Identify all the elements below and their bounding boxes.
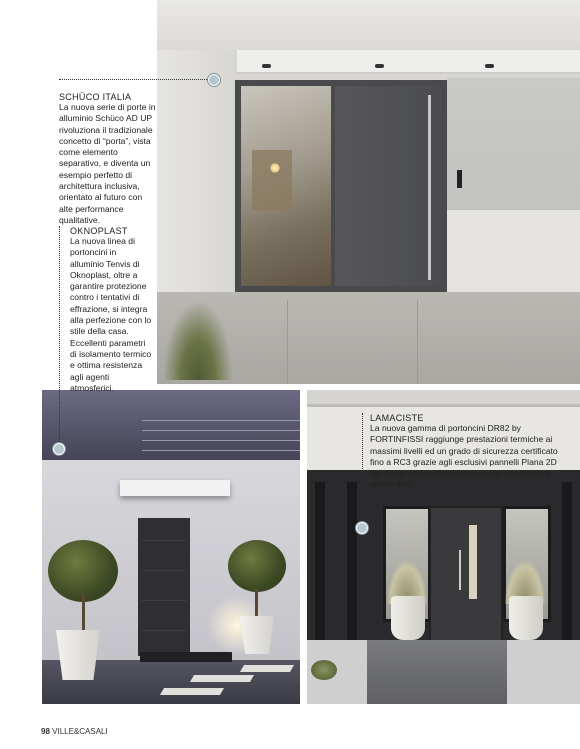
door-handle	[428, 95, 431, 280]
left-wall	[157, 50, 237, 300]
door-groove	[142, 540, 186, 541]
marker-dot-lamaciste	[356, 522, 368, 534]
glass-inlay	[469, 525, 477, 599]
tree-trunk	[82, 595, 85, 635]
magazine-name: VILLE&CASALI	[52, 727, 108, 736]
planter	[509, 596, 543, 640]
floor-joint	[287, 300, 288, 384]
shrub	[311, 660, 337, 680]
caption-title: SCHÜCO ITALIA	[59, 92, 132, 102]
marker-dot-schuco	[208, 74, 220, 86]
caption-title: LAMACISTE	[370, 413, 424, 423]
ceiling-light	[485, 64, 494, 68]
page-number: 98	[41, 727, 50, 736]
connector-line-oknoplast	[59, 226, 60, 444]
front-door	[429, 506, 503, 642]
garden-step	[160, 688, 224, 695]
balcony-rail	[142, 450, 300, 451]
roof-edge	[307, 390, 580, 407]
caption-oknoplast	[70, 226, 152, 394]
door-handle	[459, 550, 461, 590]
balcony-rail	[142, 420, 300, 421]
caption-body: La nuova linea di portoncini in alluminio Tenvis di Oknoplast, oltre a garantire protezione contro i tentativi di effrazione, si integra alla perfezione con lo stile della casa. Eccellenti parametri di isolamento termico e ottima resistenza agli agenti atmosferici.	[70, 236, 152, 393]
garden-step	[240, 665, 294, 672]
balcony-rail	[142, 430, 300, 431]
pivot-door	[335, 86, 441, 286]
interior-furniture	[252, 150, 292, 210]
planter	[391, 596, 425, 640]
ceiling-light	[262, 64, 271, 68]
interior-lamp	[270, 163, 280, 173]
connector-line-lamaciste	[362, 413, 363, 523]
tree-trunk	[255, 588, 258, 620]
door-groove	[142, 630, 186, 631]
right-wall-base	[447, 210, 580, 296]
potted-tree-canopy	[228, 540, 286, 592]
caption-lamaciste	[370, 413, 570, 491]
column	[562, 482, 572, 640]
door-groove	[142, 600, 186, 601]
marker-dot-oknoplast	[53, 443, 65, 455]
door-groove	[142, 570, 186, 571]
planter	[56, 630, 100, 680]
keypad	[457, 170, 462, 188]
ornamental-grass	[163, 300, 233, 380]
front-door	[138, 518, 190, 656]
photo-oknoplast-entrance	[42, 390, 300, 704]
potted-tree-canopy	[48, 540, 118, 602]
caption-title: OKNOPLAST	[70, 226, 128, 236]
column	[315, 482, 325, 640]
paved-path	[367, 640, 507, 704]
door-mat	[140, 652, 232, 662]
planter	[240, 616, 274, 654]
caption-body: La nuova serie di porte in alluminio Schüco AD UP rivoluziona il tradizionale concetto di “porta”, vista come elemento separativo, e diventa un esempio perfetto di architettura inclusiva, orientato al futuro con alte performance qualitative.	[59, 102, 156, 225]
ceiling-light	[375, 64, 384, 68]
balcony-rail	[142, 440, 300, 441]
page-footer	[41, 727, 108, 736]
photo-schuco-entrance	[157, 0, 580, 384]
ceiling	[157, 0, 580, 50]
caption-body: La nuova gamma di portoncini DR82 by FORTINFISSI raggiunge prestazioni termiche ai massimi livelli ed un grado di sicurezza certificato fino a RC3 grazie agli esclusivi pannelli Plana 2D dal design moderno che nasconde totalmente il profilo anta.	[370, 423, 558, 490]
garden-step	[190, 675, 254, 682]
entrance-canopy	[120, 480, 230, 496]
gravel-bed	[505, 640, 580, 704]
column	[347, 482, 357, 640]
caption-schuco	[59, 92, 157, 226]
floor-joint	[417, 300, 418, 384]
connector-line-schuco	[59, 79, 209, 80]
